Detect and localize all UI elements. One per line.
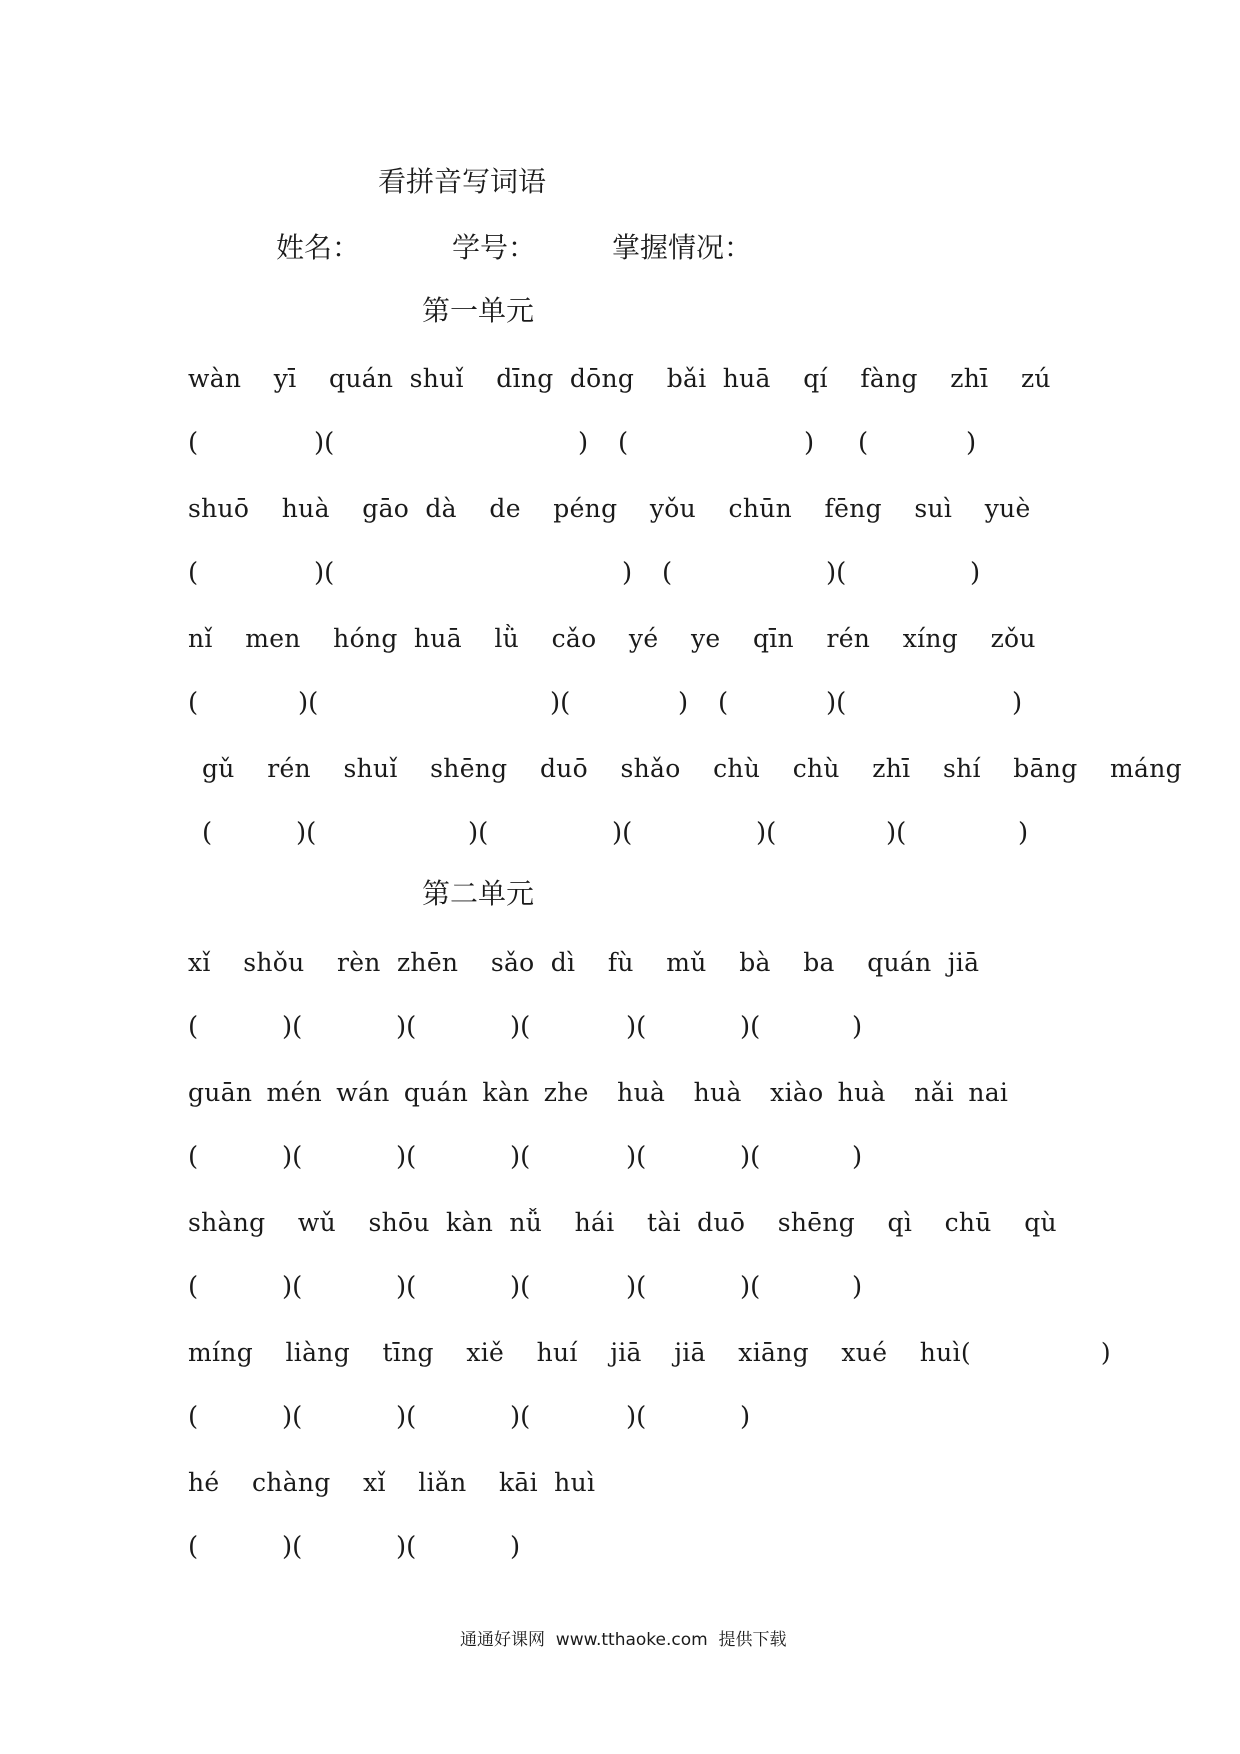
bracket: )( <box>626 1142 647 1172</box>
bracket: )( <box>826 688 847 718</box>
bracket: ) <box>622 558 633 588</box>
bracket: ( <box>188 1272 199 1302</box>
bracket: ) <box>970 558 981 588</box>
pinyin-row: hé chàng xǐ liǎn kāi huì <box>188 1468 596 1497</box>
bracket: ) <box>852 1142 863 1172</box>
name-label: 姓名： <box>276 231 361 264</box>
bracket: ( <box>718 688 729 718</box>
bracket: )( <box>396 1142 417 1172</box>
bracket: ( <box>618 428 629 458</box>
pinyin-row: gǔ rén shuǐ shēng duō shǎo chù chù zhī shí bāng máng <box>202 754 1182 783</box>
bracket: ( <box>188 1012 199 1042</box>
bracket: )( <box>298 688 319 718</box>
bracket: )( <box>282 1012 303 1042</box>
bracket: )( <box>826 558 847 588</box>
unit-heading: 第二单元 <box>422 877 535 910</box>
bracket: ( <box>188 1142 199 1172</box>
bracket: ( <box>188 428 199 458</box>
bracket: )( <box>612 818 633 848</box>
bracket: ) <box>804 428 815 458</box>
mastery-label: 掌握情况： <box>612 231 753 264</box>
bracket: ) <box>852 1012 863 1042</box>
bracket: ( <box>858 428 869 458</box>
bracket: )( <box>626 1272 647 1302</box>
pinyin-row: nǐ men hóng huā lǜ cǎo yé ye qīn rén xíng zǒu <box>188 624 1036 653</box>
bracket: ( <box>188 558 199 588</box>
bracket: )( <box>886 818 907 848</box>
bracket: )( <box>468 818 489 848</box>
bracket: )( <box>314 428 335 458</box>
bracket: ) <box>740 1402 751 1432</box>
bracket: )( <box>396 1402 417 1432</box>
bracket: )( <box>740 1142 761 1172</box>
bracket: )( <box>626 1012 647 1042</box>
bracket: ) <box>678 688 689 718</box>
pinyin-row: wàn yī quán shuǐ dīng dōng bǎi huā qí fàng zhī zú <box>188 364 1051 393</box>
bracket: )( <box>282 1272 303 1302</box>
bracket: )( <box>396 1012 417 1042</box>
pinyin-row: xǐ shǒu rèn zhēn sǎo dì fù mǔ bà ba quán jiā <box>188 948 980 977</box>
pinyin-row: shuō huà gāo dà de péng yǒu chūn fēng suì yuè <box>188 494 1031 523</box>
bracket: ) <box>1018 818 1029 848</box>
unit-heading: 第一单元 <box>422 294 535 327</box>
bracket: ( <box>188 1532 199 1562</box>
bracket: )( <box>396 1532 417 1562</box>
bracket: )( <box>510 1012 531 1042</box>
bracket: ( <box>188 1402 199 1432</box>
bracket: ) <box>510 1532 521 1562</box>
bracket: )( <box>740 1012 761 1042</box>
bracket: )( <box>510 1142 531 1172</box>
bracket: ) <box>966 428 977 458</box>
bracket: )( <box>550 688 571 718</box>
bracket: )( <box>626 1402 647 1432</box>
bracket: ) <box>852 1272 863 1302</box>
bracket: ( <box>202 818 213 848</box>
bracket: )( <box>510 1402 531 1432</box>
bracket: )( <box>510 1272 531 1302</box>
bracket: )( <box>396 1272 417 1302</box>
bracket: )( <box>740 1272 761 1302</box>
bracket: ( <box>662 558 673 588</box>
pinyin-row: guān mén wán quán kàn zhe huà huà xiào huà nǎi nai <box>188 1078 1009 1107</box>
footer-source: 通通好课网 www.tthaoke.com 提供下载 <box>460 1630 787 1650</box>
page-title: 看拼音写词语 <box>378 165 547 198</box>
bracket: )( <box>756 818 777 848</box>
bracket: ( <box>188 688 199 718</box>
bracket: ) <box>578 428 589 458</box>
bracket: )( <box>282 1402 303 1432</box>
bracket: )( <box>314 558 335 588</box>
student-number-label: 学号： <box>452 231 537 264</box>
bracket: )( <box>282 1532 303 1562</box>
pinyin-row: míng liàng tīng xiě huí jiā jiā xiāng xué huì( ) <box>188 1338 1111 1367</box>
pinyin-row: shàng wǔ shōu kàn nǚ hái tài duō shēng qì chū qù <box>188 1208 1057 1237</box>
bracket: ) <box>1012 688 1023 718</box>
bracket: )( <box>282 1142 303 1172</box>
bracket: )( <box>296 818 317 848</box>
